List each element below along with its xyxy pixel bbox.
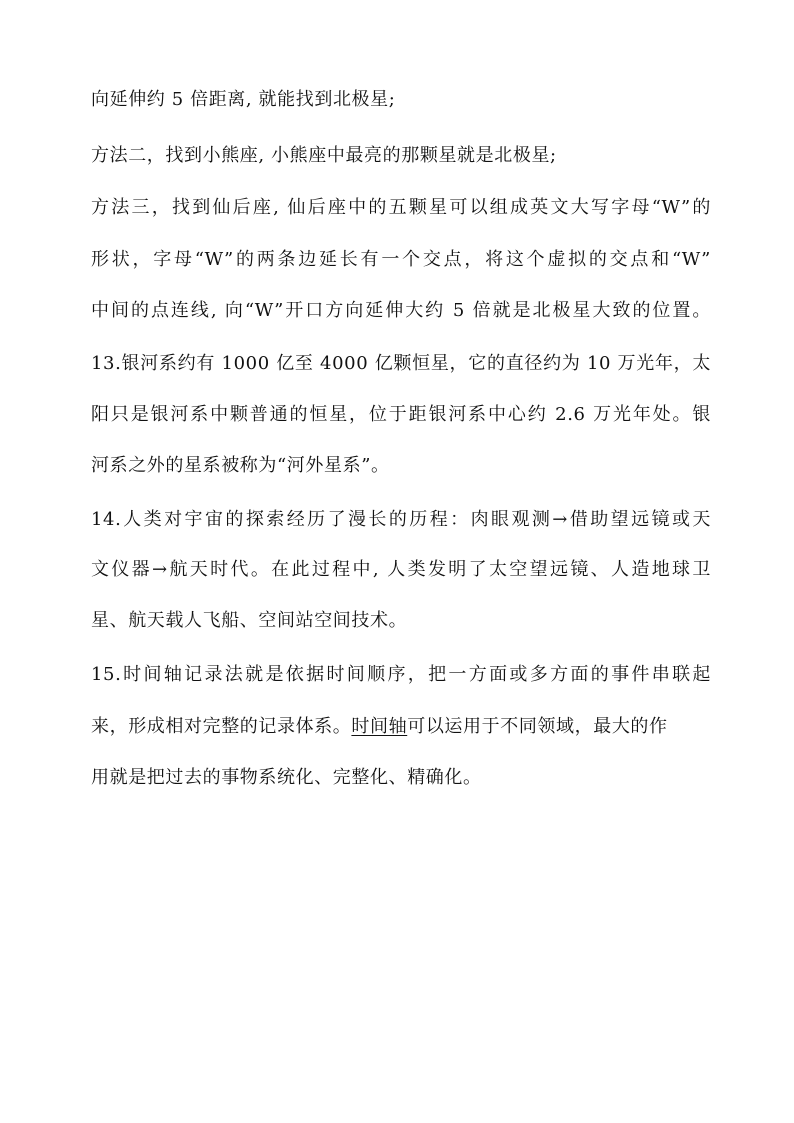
text-line-13 bbox=[91, 712, 711, 742]
text-line-13-end: 可以运用于不同领域，最大的作 bbox=[407, 716, 668, 737]
text-line-4: 形状，字母“W”的两条边延长有一个交点，将这个虚拟的交点和“W” bbox=[91, 249, 711, 270]
text-line-13-start: 来，形成相对完整的记录体系。 bbox=[91, 716, 352, 737]
text-line-12: 15.时间轴记录法就是依据时间顺序，把一方面或多方面的事件串联起 bbox=[91, 664, 711, 685]
text-line-3: 方法三，找到仙后座, 仙后座中的五颗星可以组成英文大写字母“W”的 bbox=[91, 197, 711, 218]
underlined-term-timeline: 时间轴 bbox=[351, 716, 408, 737]
text-line-10: 文仪器→航天时代。在此过程中, 人类发明了太空望远镜、人造地球卫 bbox=[91, 559, 711, 580]
text-line-7: 阳只是银河系中颗普通的恒星，位于距银河系中心约 2.6 万光年处。银 bbox=[91, 404, 711, 425]
text-line-6: 13.银河系约有 1000 亿至 4000 亿颗恒星，它的直径约为 10 万光年，太 bbox=[91, 353, 711, 374]
text-line-2: 方法二，找到小熊座, 小熊座中最亮的那颗星就是北极星; bbox=[91, 145, 557, 166]
text-line-14: 用就是把过去的事物系统化、完整化、精确化。 bbox=[91, 767, 482, 788]
text-line-9: 14.人类对宇宙的探索经历了漫长的历程：肉眼观测→借助望远镜或天 bbox=[91, 509, 711, 530]
text-line-5: 中间的点连线, 向“W”开口方向延伸大约 5 倍就是北极星大致的位置。 bbox=[91, 300, 711, 321]
text-line-8: 河系之外的星系被称为“河外星系”。 bbox=[91, 455, 390, 476]
text-line-11: 星、航天载人飞船、空间站空间技术。 bbox=[91, 610, 408, 631]
text-line-1: 向延伸约 5 倍距离, 就能找到北极星; bbox=[91, 89, 396, 110]
